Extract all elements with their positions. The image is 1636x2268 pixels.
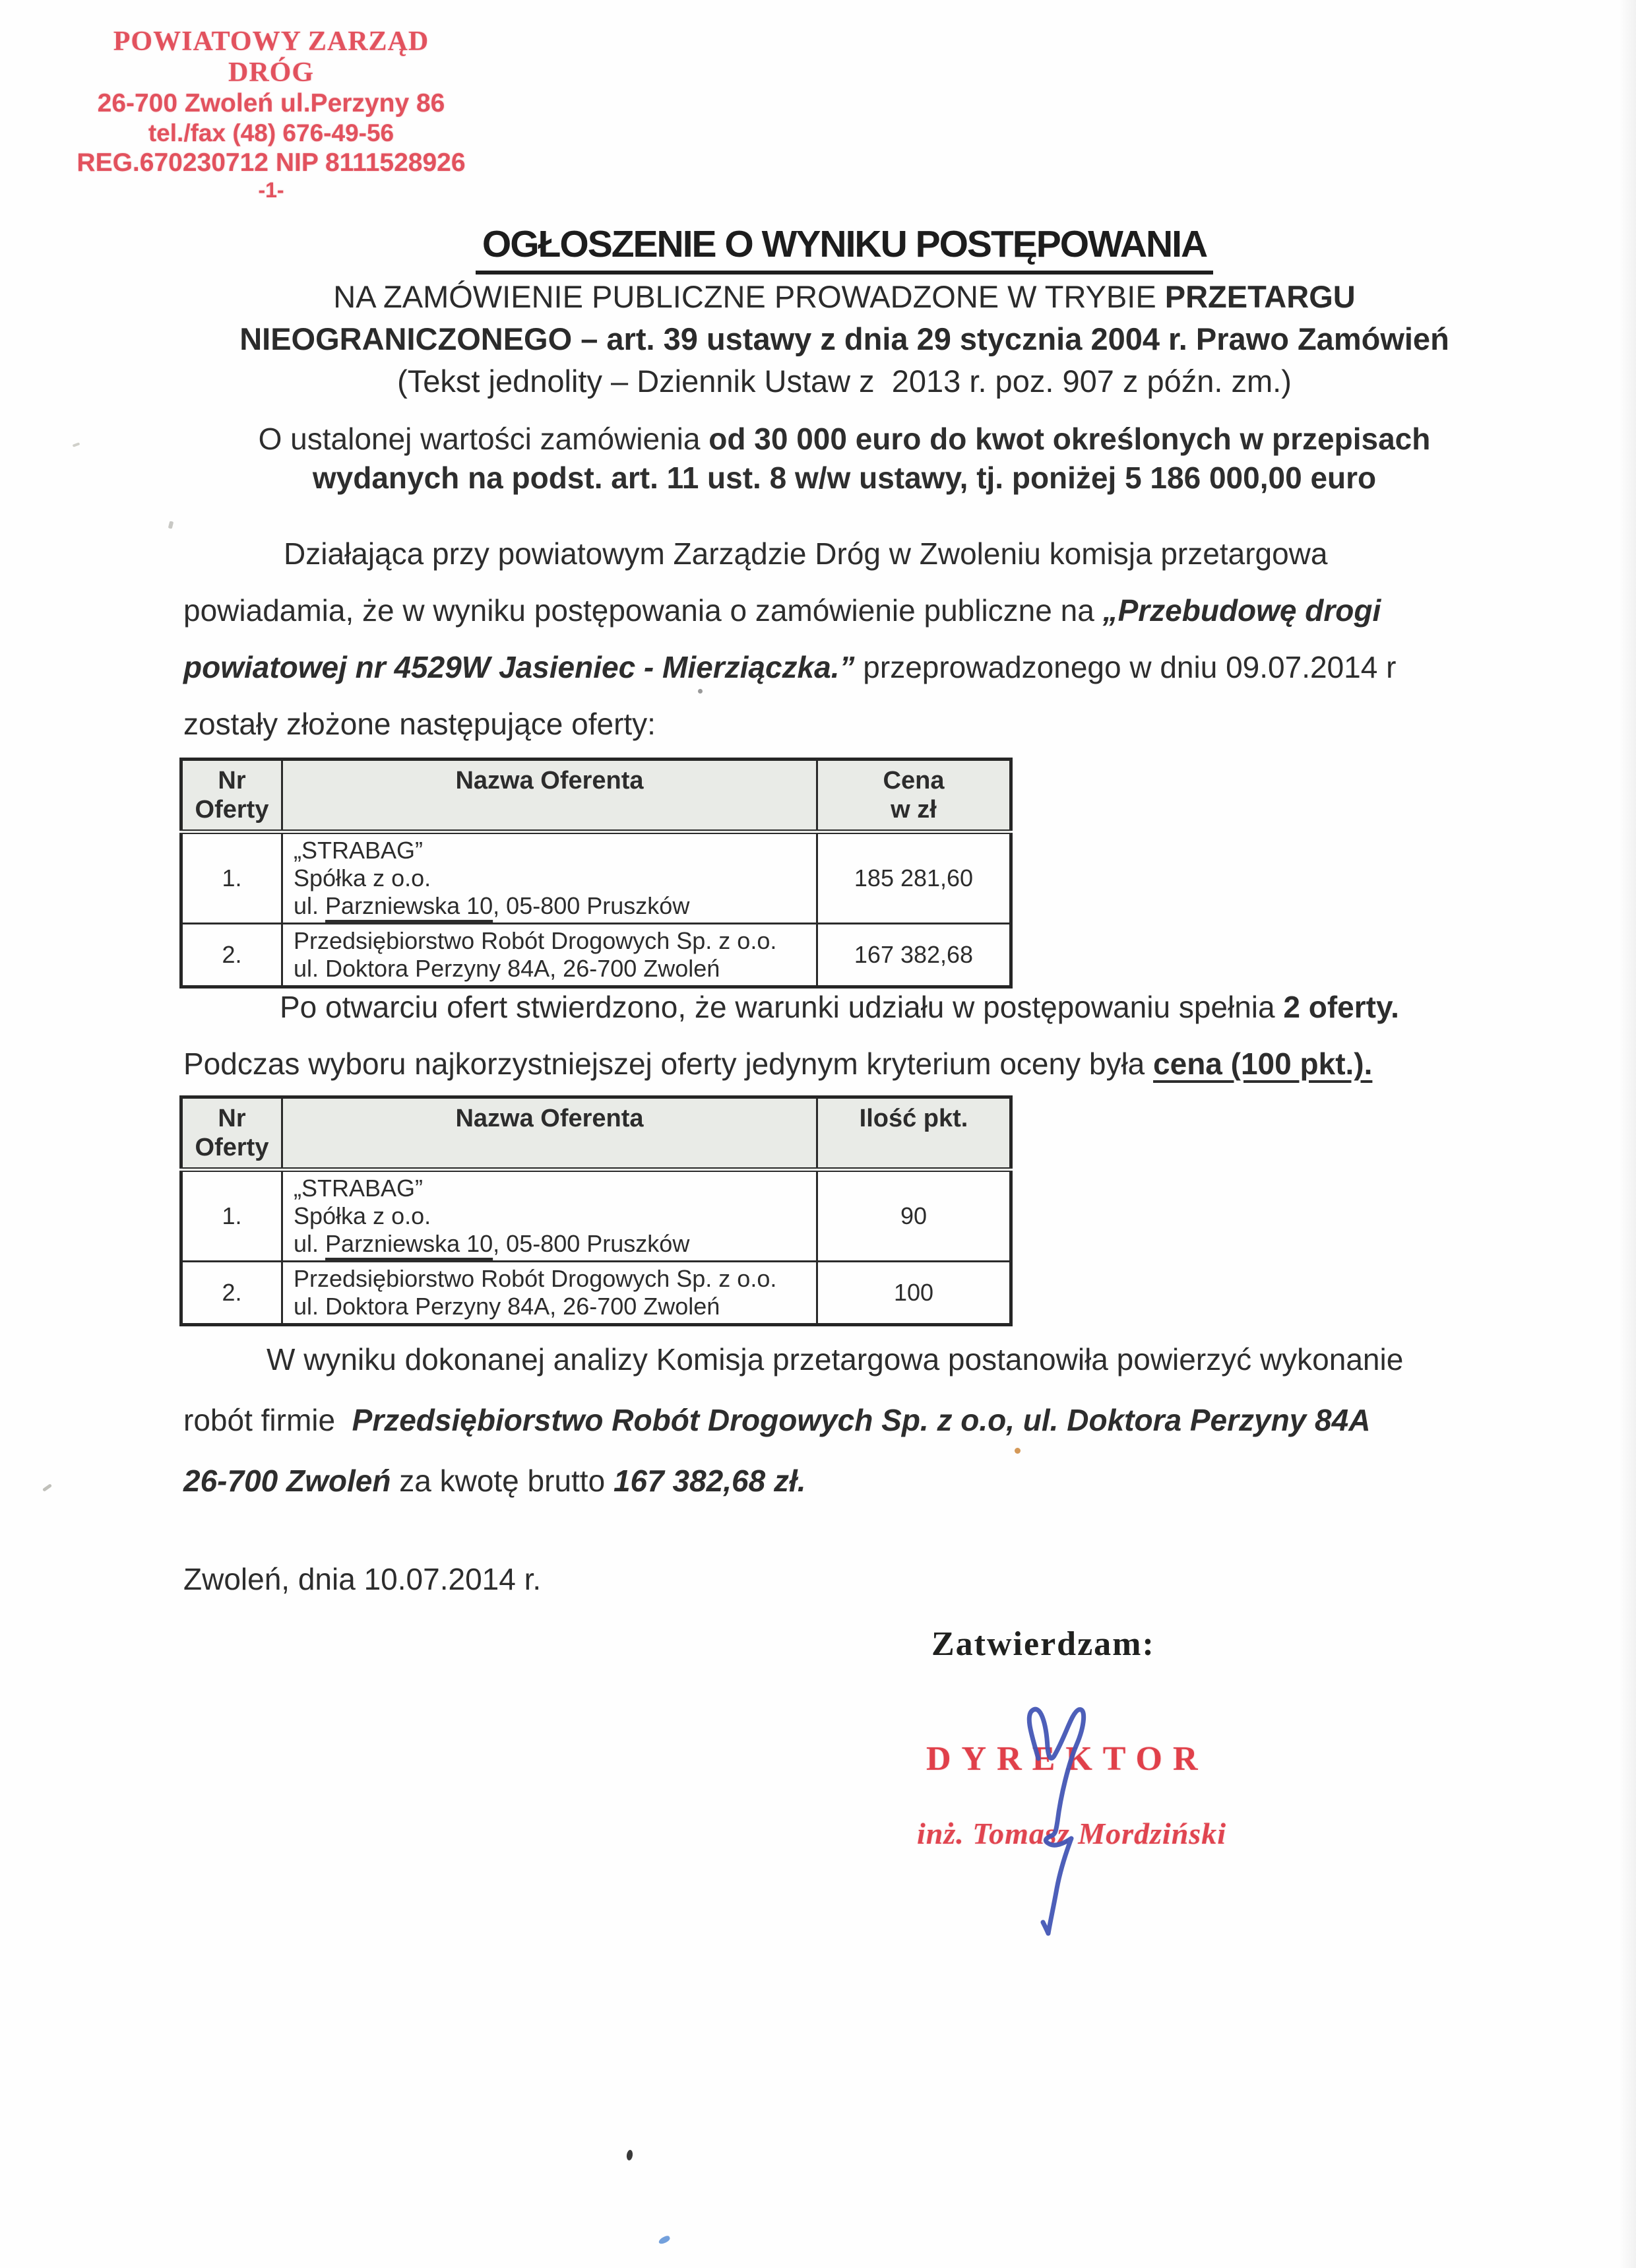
document-title: OGŁOSZENIE O WYNIKU POSTĘPOWANIA <box>476 224 1213 275</box>
table-row <box>181 1262 1011 1325</box>
table-row <box>181 924 1011 987</box>
title-subline-3: (Tekst jednolity – Dziennik Ustaw z 2013 r. poz. 907 z późn. zm.) <box>397 364 1292 399</box>
scan-artifact <box>73 442 80 447</box>
offer-number-cell: 2. <box>181 1262 282 1325</box>
director-name-stamp: inż. Tomasz Mordziński <box>917 1817 1226 1850</box>
col-header-offer-number: Nr Oferty <box>181 760 282 832</box>
offeror-name-cell: „STRABAG” Spółka z o.o. ul. Parzniewska 10, 05-800 Pruszków <box>282 1170 817 1262</box>
director-role-stamp: DYREKTOR <box>926 1740 1209 1778</box>
table-row <box>181 832 1011 924</box>
scan-artifact <box>168 521 173 529</box>
points-cell: 90 <box>817 1170 1011 1262</box>
col-header-offer-number: Nr Oferty <box>181 1097 282 1170</box>
table-row <box>181 1170 1011 1262</box>
offeror-name-cell: Przedsiębiorstwo Robót Drogowych Sp. z o.o. ul. Doktora Perzyny 84A, 26-700 Zwoleń <box>282 1262 817 1325</box>
col-header-points: Ilość pkt. <box>817 1097 1011 1170</box>
price-table <box>179 758 1013 988</box>
points-table-header-row <box>181 1097 1011 1170</box>
col-header-offeror-name: Nazwa Oferenta <box>282 1097 817 1170</box>
price-cell: 167 382,68 <box>817 924 1011 987</box>
org-address: 26-700 Zwoleń ul.Perzyny 86 <box>97 89 445 117</box>
scan-artifact <box>626 2149 633 2160</box>
page-number: -1- <box>258 178 284 202</box>
org-phone: tel./fax (48) 676-49-56 <box>148 119 394 146</box>
col-header-offeror-name: Nazwa Oferenta <box>282 760 817 832</box>
order-value-note: O ustalonej wartości zamówienia od 30 000 euro do kwot określonych w przepisach wydanych na podst. art. 11 ust. 8 w/w ustawy, tj. poniżej 5 186 000,00 euro <box>258 422 1431 495</box>
col-header-price: Cena w zł <box>817 760 1011 832</box>
scan-artifact <box>658 2235 671 2246</box>
signature-ink <box>1003 1696 1115 1953</box>
offer-number-cell: 1. <box>181 1170 282 1262</box>
scan-artifact <box>42 1483 52 1492</box>
award-paragraph: W wyniku dokonanej analizy Komisja przetargowa postanowiła powierzyć wykonanie robót firmie Przedsiębiorstwo Robót Drogowych Sp. z o.o, ul. Doktora Perzyny 84A 26-700 Zwoleń za kwotę brutto 167 382,68 zł. <box>183 1342 1404 1498</box>
org-stamp <box>77 26 466 203</box>
price-cell: 185 281,60 <box>817 832 1011 924</box>
title-subline-1: NA ZAMÓWIENIE PUBLICZNE PROWADZONE W TRYBIE PRZETARGU <box>333 279 1356 314</box>
signature-stroke <box>1029 1709 1083 1933</box>
title-subline-2: NIEOGRANICZONEGO – art. 39 ustawy z dnia 29 stycznia 2004 r. Prawo Zamówień <box>239 321 1449 356</box>
points-table <box>179 1095 1013 1326</box>
org-reg-nip: REG.670230712 NIP 8111528926 <box>77 148 466 177</box>
title-block <box>92 224 1596 401</box>
intro-paragraph: Działająca przy powiatowym Zarządzie Dróg w Zwoleniu komisja przetargowa powiadamia, że w wyniku postępowania o zamówienie publiczne na „Przebudowę drogi powiatowej nr 4529W Jasieniec - Mierziączka.” przeprowadzonego w dniu 09.07.2014 r zostały złożone następujące oferty: <box>183 536 1397 741</box>
offeror-name-cell: „STRABAG” Spółka z o.o. ul. Parzniewska 10, 05-800 Pruszków <box>282 832 817 924</box>
approval-label: Zatwierdzam: <box>931 1625 1155 1663</box>
points-cell: 100 <box>817 1262 1011 1325</box>
org-name: POWIATOWY ZARZĄD DRÓG <box>113 26 429 88</box>
offeror-name-cell: Przedsiębiorstwo Robót Drogowych Sp. z o.o. ul. Doktora Perzyny 84A, 26-700 Zwoleń <box>282 924 817 987</box>
offers-open-paragraph: Po otwarciu ofert stwierdzono, że warunki udziału w postępowaniu spełnia 2 oferty. <box>280 990 1399 1024</box>
criteria-paragraph: Podczas wyboru najkorzystniejszej oferty jedynym kryterium oceny była cena (100 pkt.). <box>183 1047 1373 1081</box>
offer-number-cell: 2. <box>181 924 282 987</box>
price-table-header-row <box>181 760 1011 832</box>
offer-number-cell: 1. <box>181 832 282 924</box>
date-line: Zwoleń, dnia 10.07.2014 r. <box>183 1562 542 1596</box>
